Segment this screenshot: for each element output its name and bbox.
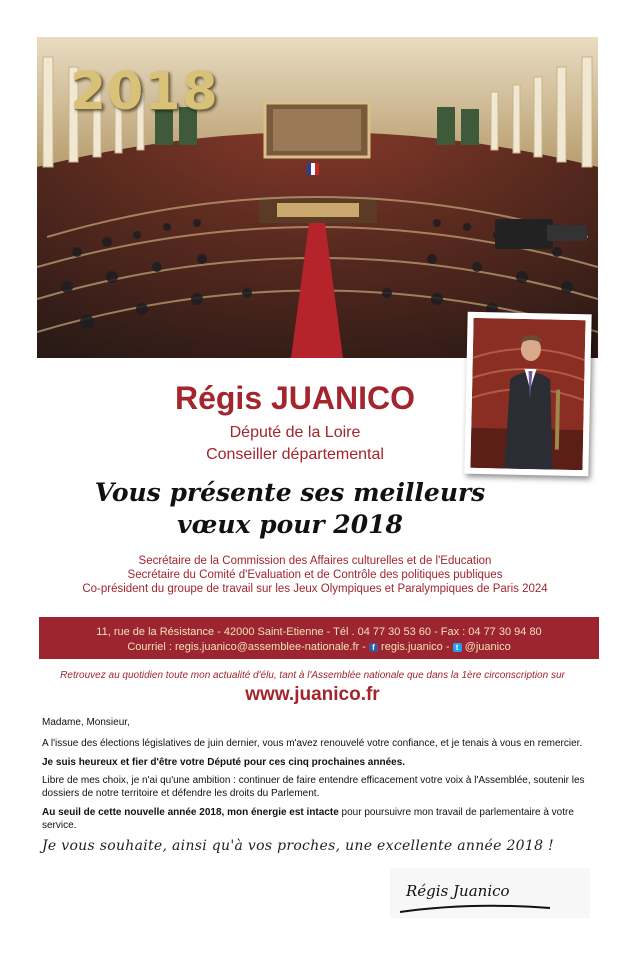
signature-underline-icon [390, 868, 590, 918]
twitter-handle[interactable]: @juanico [464, 641, 511, 653]
website-link[interactable]: www.juanico.fr [245, 684, 380, 705]
facebook-handle[interactable]: regis.juanico - [381, 641, 453, 653]
wishes-line-2: vœux pour 2018 [177, 510, 403, 539]
deputy-name: Régis JUANICO [174, 380, 416, 416]
title-item: Secrétaire du Comité d'Evaluation et de Contrôle des politiques publiques [127, 569, 503, 581]
handwritten-wishes: Je vous souhaite, ainsi qu'à vos proches, une excellente année 2018 ! [42, 838, 554, 854]
letter-paragraph-4-bold: Au seuil de cette nouvelle année 2018, mon énergie est intacte [42, 807, 339, 818]
contact-band [39, 617, 599, 659]
contact-address: 11, rue de la Résistance - 42000 Saint-Etienne - Tél . 04 77 30 53 60 - Fax : 04 77 30 94 80 [96, 626, 542, 638]
follow-text: Retrouvez au quotidien toute mon actualité d'élu, tant à l'Assemblée nationale que dans la 1ère circonscription sur [60, 670, 565, 681]
letter-paragraph-3: Libre de mes choix, je n'ai qu'une ambition : continuer de faire entendre efficacement votre voix à l'Assemblée, soutenir les dossiers de notre territoire et défendre les droits du Parlement. [42, 775, 585, 799]
deputy-role-2: Conseiller départemental [206, 446, 384, 463]
letter-paragraph-4-rest: pour poursuivre mon travail de parlementaire à votre service. [42, 807, 574, 831]
contact-email[interactable]: Courriel : regis.juanico@assemblee-nationale.fr - [127, 641, 369, 653]
letter-paragraph-2: Je suis heureux et fier d'être votre Député pour ces cinq prochaines années. [42, 757, 406, 768]
title-item: Co-président du groupe de travail sur les Jeux Olympiques et Paralympiques de Paris 2024 [82, 583, 548, 595]
year-label: 2018 [70, 62, 219, 122]
facebook-icon[interactable]: f [369, 643, 378, 652]
deputy-role-1: Député de la Loire [229, 424, 361, 441]
title-item: Secrétaire de la Commission des Affaires culturelles et de l'Education [138, 555, 492, 567]
deputy-portrait [464, 312, 591, 477]
signature-text: Régis Juanico [406, 882, 510, 900]
twitter-icon[interactable]: t [453, 643, 462, 652]
contact-line [39, 641, 599, 653]
letter-paragraph-1: A l'issue des élections législatives de juin dernier, vous m'avez renouvelé votre confiance, et je tenais à vous en remercier. [42, 738, 583, 749]
letter-salutation: Madame, Monsieur, [42, 717, 130, 728]
titles-list [60, 554, 570, 596]
wishes-line-1: Vous présente ses meilleurs [94, 478, 486, 507]
letter-paragraph-4 [42, 806, 602, 832]
signature [390, 868, 590, 918]
